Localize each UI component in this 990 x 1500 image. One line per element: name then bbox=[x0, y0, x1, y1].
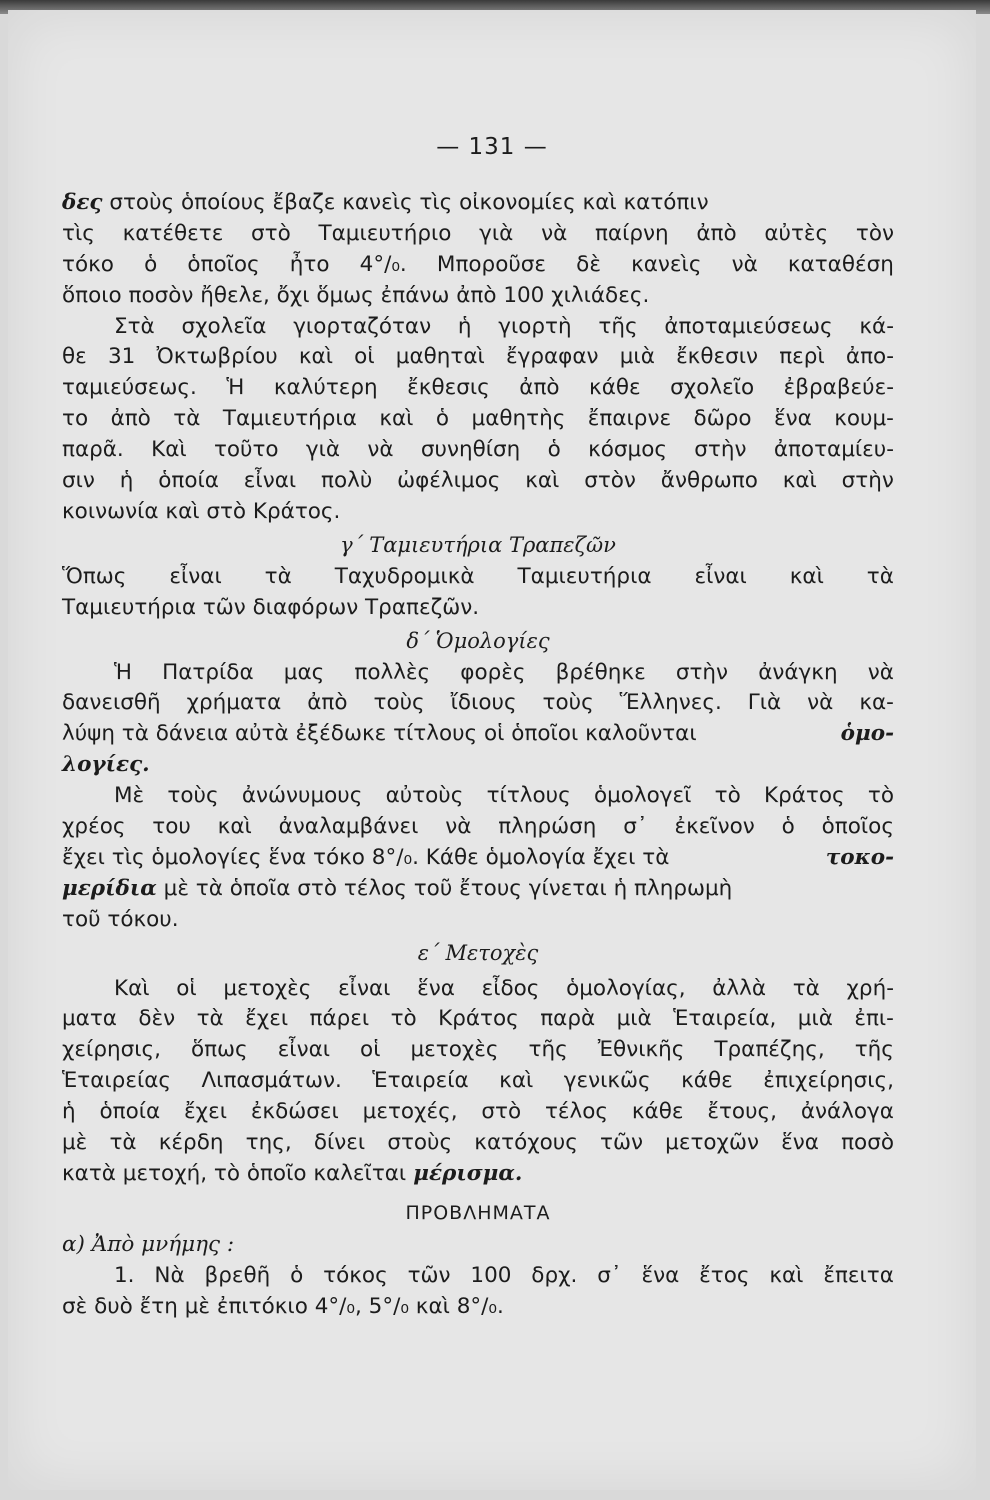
text-line: Ὅπως εἶναι τὰ Ταχυδρομικὰ Ταμιευτήρια εἶναι καὶ τὰ bbox=[62, 563, 894, 589]
text-line: θε 31 Ὀκτωβρίου καὶ οἱ μαθηταὶ ἔγραφαν μιὰ ἔκθεσιν περὶ ἀπο- bbox=[62, 344, 894, 370]
text-line: μερίδια μὲ τὰ ὁποῖα στὸ τέλος τοῦ ἔτους γίνεται ἡ πληρωμὴ bbox=[62, 875, 733, 901]
text-line: κοινωνία καὶ στὸ Κράτος. bbox=[62, 498, 341, 524]
problem-item: 1. Νὰ βρεθῆ ὁ τόκος τῶν 100 δρχ. σ᾽ ἕνα ἔτος καὶ ἔπειτα bbox=[114, 1262, 894, 1288]
page-number: — 131 — bbox=[436, 134, 548, 160]
section-heading-d: δ΄ Ὁμολογίες bbox=[406, 628, 550, 653]
bold-italic-word: δες bbox=[62, 190, 103, 215]
text-line: μὲ τὰ κέρδη της, δίνει στοὺς κατόχους τῶν μετοχῶν ἕνα ποσὸ bbox=[62, 1130, 894, 1156]
text-line: χείρησις, ὅπως εἶναι οἱ μετοχὲς τῆς Ἐθνικῆς Τραπέζης, τῆς bbox=[62, 1037, 894, 1063]
section-heading-e: ε΄ Μετοχὲς bbox=[417, 940, 539, 965]
problem-item: σὲ δυὸ ἔτη μὲ ἐπιτόκιο 4°/₀, 5°/₀ καὶ 8°/₀. bbox=[62, 1293, 504, 1319]
text-line: Ταμιευτήρια τῶν διαφόρων Τραπεζῶν. bbox=[62, 594, 480, 620]
text-line: Καὶ οἱ μετοχὲς εἶναι ἕνα εἶδος ὁμολογίας, ἀλλὰ τὰ χρή- bbox=[114, 975, 894, 1001]
bold-italic-word: μέρισμα. bbox=[413, 1160, 523, 1186]
text-line: ταμιεύσεως. Ἡ καλύτερη ἔκθεσις ἀπὸ κάθε σχολεῖο ἐβραβεύε- bbox=[62, 375, 894, 401]
section-heading-c: γ΄ Ταμιευτήρια Τραπεζῶν bbox=[340, 532, 616, 557]
bold-italic-word: λογίες. bbox=[62, 752, 150, 778]
text-line: το ἀπὸ τὰ Ταμιευτήρια καὶ ὁ μαθητὴς ἔπαιρνε δῶρο ἕνα κουμ- bbox=[62, 406, 894, 432]
bold-italic-word: τοκο- bbox=[825, 844, 894, 870]
text-line: Ἑταιρείας Λιπασμάτων. Ἑταιρεία καὶ γενικῶς κάθε ἐπιχείρησις, bbox=[62, 1068, 894, 1094]
problems-heading: ΠΡΟΒΛΗΜΑΤΑ bbox=[405, 1201, 551, 1224]
text-line: τόκο ὁ ὁποῖος ἦτο 4°/₀. Μποροῦσε δὲ κανεὶς νὰ καταθέση bbox=[62, 251, 894, 277]
text-line: δες στοὺς ὁποίους ἔβαζε κανεὶς τὶς οἰκονομίες καὶ κατόπιν bbox=[62, 190, 709, 215]
text-line: χρέος του καὶ ἀναλαμβάνει νὰ πληρώση σ᾽ ἐκεῖνον ὁ ὁποῖος bbox=[62, 814, 894, 840]
text-line: κατὰ μετοχή, τὸ ὁποῖο καλεῖται μέρισμα. bbox=[62, 1159, 894, 1190]
text-line: παρᾶ. Καὶ τοῦτο γιὰ νὰ συνηθίση ὁ κόσμος στὴν ἀποταμίευ- bbox=[62, 437, 894, 463]
text-line: ἔχει τὶς ὁμολογίες ἕνα τόκο 8°/₀. Κάθε ὁμολογία ἔχει τὰ τοκο- bbox=[62, 843, 894, 874]
text-line: ματα δὲν τὰ ἔχει πάρει τὸ Κράτος παρὰ μιὰ Ἑταιρεία, μιὰ ἐπι- bbox=[62, 1006, 894, 1032]
bold-italic-word: ὁμο- bbox=[840, 721, 894, 747]
text-line: Μὲ τοὺς ἀνώνυμους αὐτοὺς τίτλους ὁμολογεῖ τὸ Κράτος τὸ bbox=[114, 783, 894, 809]
problems-subheading: α) Ἀπὸ μνήμης : bbox=[62, 1231, 235, 1257]
bold-italic-word: μερίδια bbox=[62, 875, 157, 901]
book-page bbox=[8, 10, 976, 1490]
page-body bbox=[62, 188, 894, 1323]
text-line: λύψη τὰ δάνεια αὐτὰ ἐξέδωκε τίτλους οἱ ὁποῖοι καλοῦνται ὁμο- bbox=[62, 719, 894, 750]
text-line: Στὰ σχολεῖα γιορταζόταν ἡ γιορτὴ τῆς ἀποταμιεύσεως κά- bbox=[114, 313, 894, 339]
text-line: τοῦ τόκου. bbox=[62, 906, 179, 932]
text-line bbox=[62, 750, 894, 781]
text-line: Ἡ Πατρίδα μας πολλὲς φορὲς βρέθηκε στὴν ἀνάγκη νὰ bbox=[114, 659, 894, 685]
text-line: τὶς κατέθετε στὸ Ταμιευτήριο γιὰ νὰ παίρνη ἀπὸ αὐτὲς τὸν bbox=[62, 220, 894, 246]
text-line: ὅποιο ποσὸν ἤθελε, ὄχι ὅμως ἐπάνω ἀπὸ 100 χιλιάδες. bbox=[62, 282, 650, 308]
text-line: ἡ ὁποία ἔχει ἐκδώσει μετοχές, στὸ τέλος κάθε ἔτους, ἀνάλογα bbox=[62, 1099, 894, 1125]
text-line: σιν ἡ ὁποία εἶναι πολὺ ὠφέλιμος καὶ στὸν ἄνθρωπο καὶ στὴν bbox=[62, 468, 894, 494]
text-line: δανεισθῆ χρήματα ἀπὸ τοὺς ἴδιους τοὺς Ἕλληνες. Γιὰ νὰ κα- bbox=[62, 690, 894, 716]
